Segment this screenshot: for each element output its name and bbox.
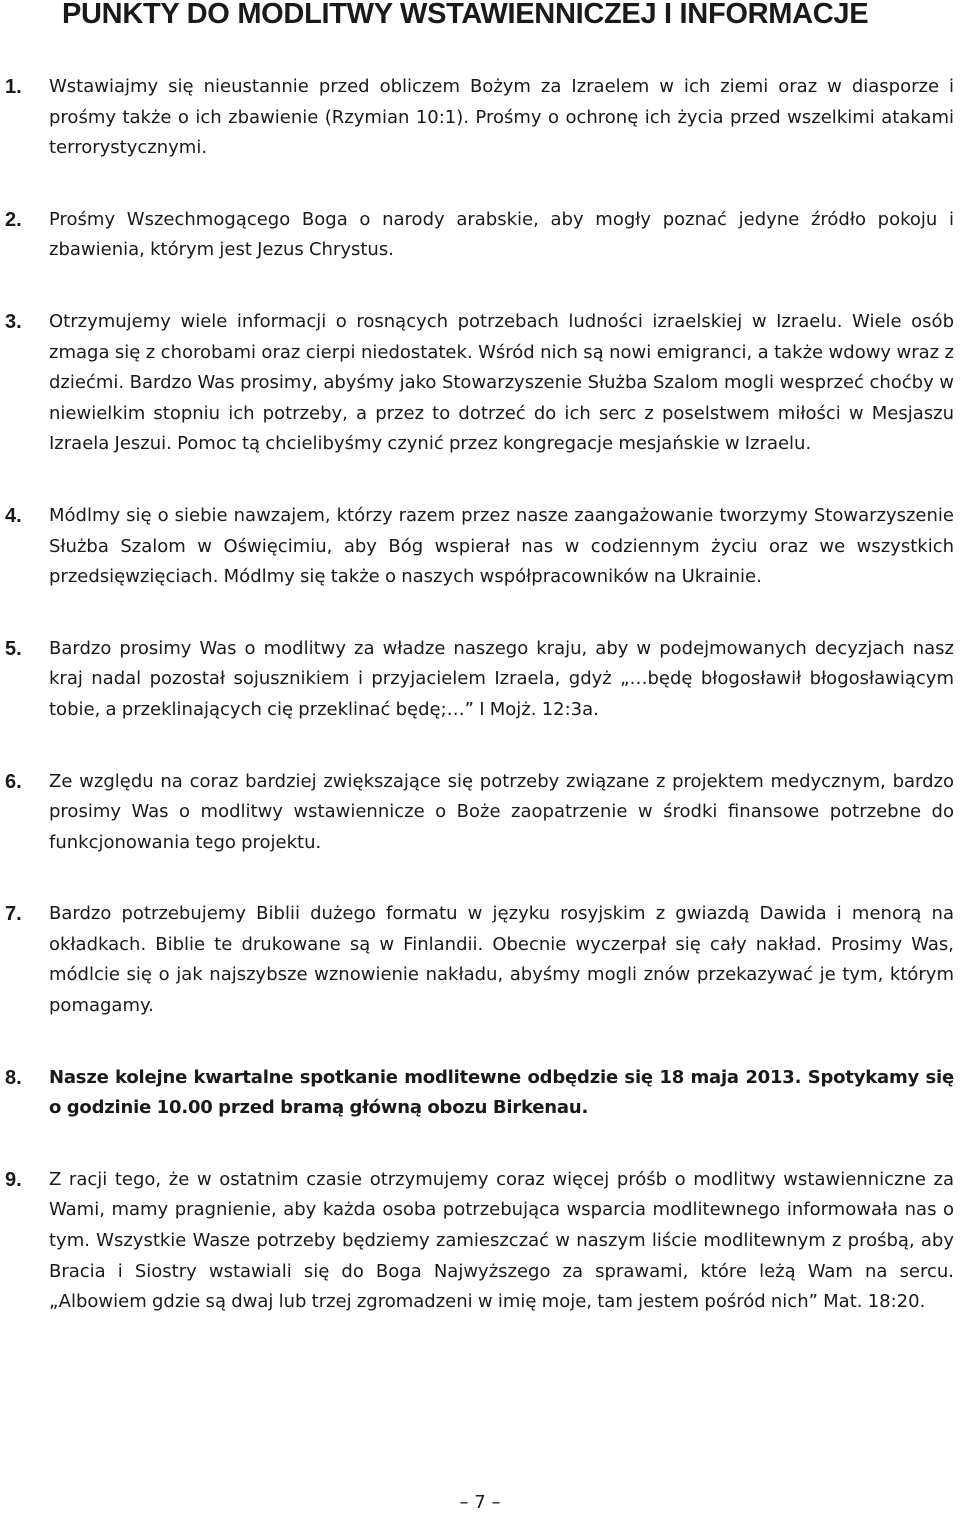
item-number: 2. — [5, 208, 22, 231]
prayer-points-list — [0, 72, 960, 1359]
item-number: 7. — [5, 903, 22, 926]
item-text: Bardzo prosimy Was o modlitwy za władze naszego kraju, aby w podejmowanych decyzjach nasz kraj nadal pozostał sojusznikiem i przyjacielem Izraela, gdyż „…będę błogosławił błogosławiącym tobie, a przeklinających cię przeklinać będę;…” I Mojż. 12:3a. — [49, 637, 954, 720]
list-item — [0, 205, 960, 266]
item-text: Wstawiajmy się nieustannie przed obliczem Bożym za Izraelem w ich ziemi oraz w diasporze i prośmy także o ich zbawienie (Rzymian 10:1). Prośmy o ochronę ich życia przed wszelkimi atakami terrorystycznymi. — [49, 76, 954, 159]
item-number: 5. — [5, 637, 22, 660]
item-text: Módlmy się o siebie nawzajem, którzy razem przez nasze zaangażowanie tworzymy Stowarzyszenie Służba Szalom w Oświęcimiu, aby Bóg wspierał nas w codziennym życiu oraz we wszystkich przedsięwzięciach. Módlmy się także o naszych współpracowników na Ukrainie. — [49, 504, 954, 588]
list-item — [0, 1165, 960, 1318]
page-number: – 7 – — [459, 1492, 501, 1513]
item-number: 6. — [5, 770, 22, 793]
item-text: Prośmy Wszechmogącego Boga o narody arabskie, aby mogły poznać jedyne źródło pokoju i zbawienia, którym jest Jezus Chrystus. — [49, 208, 954, 261]
item-text: Otrzymujemy wiele informacji o rosnących potrzebach ludności izraelskiej w Izraelu. Wiele osób zmaga się z chorobami oraz cierpi niedostatek. Wśród nich są nowi emigranci, a także wdowy wraz z dziećmi. Bardzo Was prosimy, abyśmy jako Stowarzyszenie Służba Szalom mogli wesprzeć choćby w niewielkim stopniu ich potrzeby, a przez to dotrzeć do ich serc z poselstwem miłości w Mesjaszu Izraela Jeszui. Pomoc tą chcielibyśmy czynić przez kongregacje mesjańskie w Izraelu. — [49, 310, 954, 455]
list-item — [0, 307, 960, 460]
list-item — [0, 767, 960, 859]
item-text: Bardzo potrzebujemy Biblii dużego formatu w języku rosyjskim z gwiazdą Dawida i menorą na okładkach. Biblie te drukowane są w Finlandii. Obecnie wyczerpał się cały nakład. Prosimy Was, módlcie się o jak najszybsze wznowienie nakładu, abyśmy mogli znów przekazywać je tym, którym pomagamy. — [49, 903, 954, 1017]
list-item — [0, 501, 960, 593]
item-number: 3. — [5, 310, 22, 333]
item-number: 8. — [5, 1066, 22, 1089]
item-number: 4. — [5, 504, 22, 527]
item-number: 1. — [5, 76, 22, 98]
item-text: Ze względu na coraz bardziej zwiększające się potrzeby związane z projektem medycznym, bardzo prosimy Was o modlitwy wstawiennicze o Boże zaopatrzenie w środki finansowe potrzebne do funkcjonowania tego projektu. — [49, 770, 954, 853]
meeting-announcement — [0, 1063, 960, 1124]
item-number: 9. — [5, 1168, 22, 1191]
list-item — [0, 634, 960, 726]
item-text: Z racji tego, że w ostatnim czasie otrzymujemy coraz więcej próśb o modlitwy wstawienniczne za Wami, mamy pragnienie, aby każda osoba potrzebująca wsparcia modlitewnego informowała nas o tym. Wszystkie Wasze potrzeby będziemy zamieszczać w naszym liście modlitewnym z prośbą, aby Bracia i Siostry wstawiali się do Boga Najwyższego za sprawami, które leżą Wam na sercu. „Albowiem gdzie są dwaj lub trzej zgromadzeni w imię moje, tam jestem pośród nich” Mat. 18:20. — [49, 1168, 954, 1313]
page-title: PUNKTY DO MODLITWY WSTAWIENNICZEJ I INFORMACJE — [62, 0, 869, 30]
item-text: Nasze kolejne kwartalne spotkanie modlitewne odbędzie się 18 maja 2013. Spotykamy się o godzinie 10.00 przed bramą główną obozu Birkenau. — [49, 1066, 954, 1119]
list-item — [0, 899, 960, 1021]
list-item — [0, 72, 960, 164]
